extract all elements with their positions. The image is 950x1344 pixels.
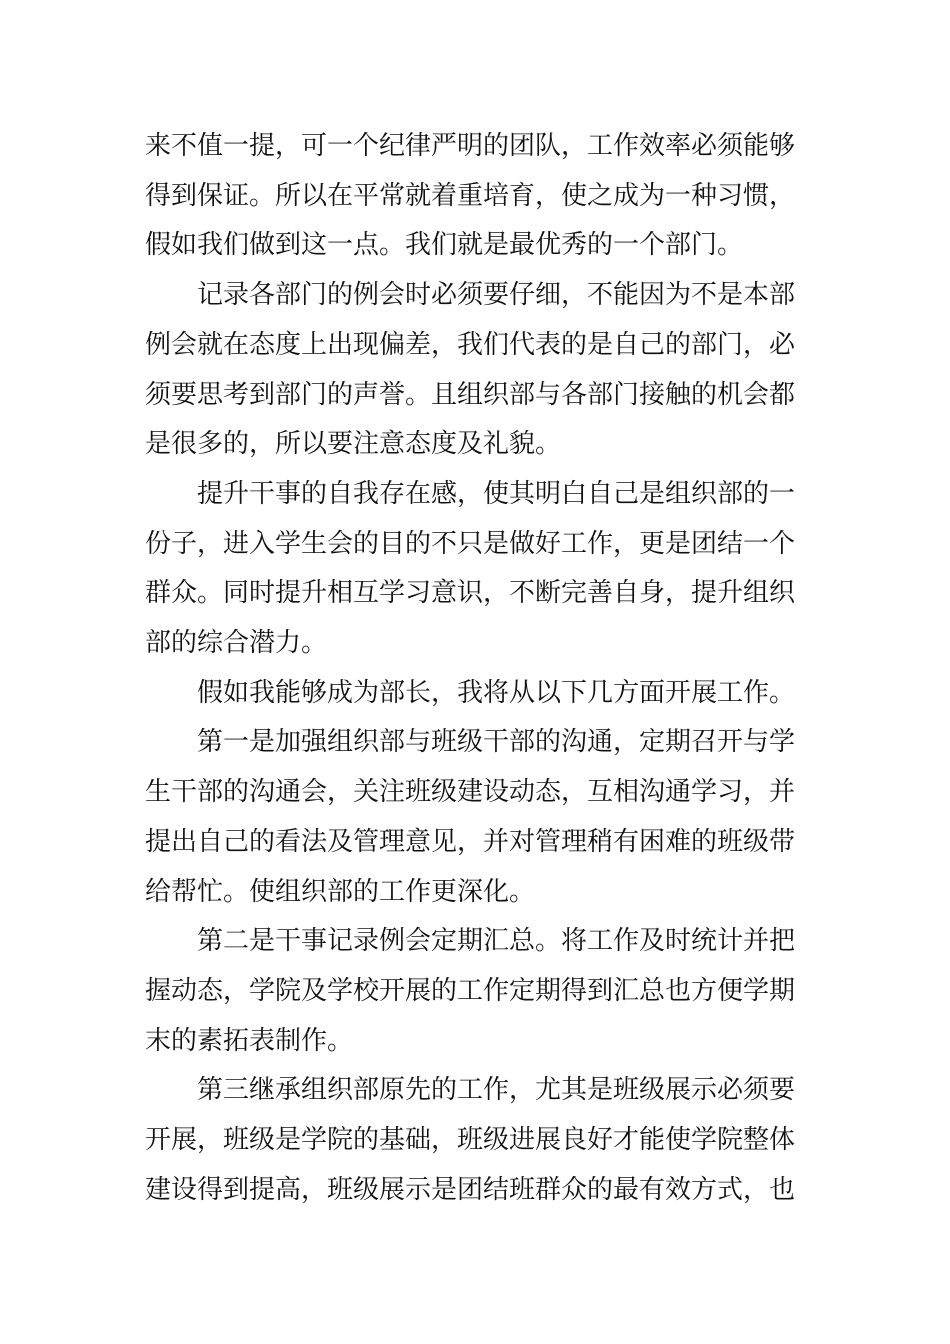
text-line: 假如我能够成为部长，我将从以下几方面开展工作。 xyxy=(197,677,796,708)
text-line: 假如我们做到这一点。我们就是最优秀的一个部门。 xyxy=(145,230,744,261)
text-line: 部的综合潜力。 xyxy=(145,628,328,659)
text-line: 提升干事的自我存在感，使其明白自己是组织部的一 xyxy=(197,478,796,509)
text-line: 第一是加强组织部与班级干部的沟通，定期召开与学 xyxy=(197,727,796,758)
text-line: 须要思考到部门的声誉。且组织部与各部门接触的机会都 xyxy=(145,379,796,410)
paragraph xyxy=(145,718,810,917)
text-line: 末的素拓表制作。 xyxy=(145,1025,354,1056)
paragraph xyxy=(145,669,810,719)
document-body xyxy=(145,122,810,1215)
paragraph xyxy=(145,470,810,669)
text-line: 是很多的，所以要注意态度及礼貌。 xyxy=(145,429,562,460)
paragraph xyxy=(145,1066,810,1215)
text-line: 得到保证。所以在平常就着重培育，使之成为一种习惯， xyxy=(145,180,796,211)
paragraph xyxy=(145,271,810,470)
text-line: 例会就在态度上出现偏差，我们代表的是自己的部门，必 xyxy=(145,329,796,360)
text-line: 第二是干事记录例会定期汇总。将工作及时统计并把 xyxy=(197,926,796,957)
text-line: 群众。同时提升相互学习意识，不断完善自身，提升组织 xyxy=(145,578,796,609)
text-line: 份子，进入学生会的目的不只是做好工作，更是团结一个 xyxy=(145,528,796,559)
text-line: 建设得到提高，班级展示是团结班群众的最有效方式，也 xyxy=(145,1174,796,1205)
text-line: 提出自己的看法及管理意见，并对管理稍有困难的班级带 xyxy=(145,826,796,857)
paragraph xyxy=(145,122,810,271)
text-line: 生干部的沟通会，关注班级建设动态，互相沟通学习，并 xyxy=(145,777,796,808)
paragraph xyxy=(145,917,810,1066)
text-line: 给帮忙。使组织部的工作更深化。 xyxy=(145,876,536,907)
text-line: 记录各部门的例会时必须要仔细，不能因为不是本部 xyxy=(197,280,796,311)
text-line: 握动态，学院及学校开展的工作定期得到汇总也方便学期 xyxy=(145,975,796,1006)
text-line: 开展，班级是学院的基础，班级进展良好才能使学院整体 xyxy=(145,1125,796,1156)
text-line: 第三继承组织部原先的工作，尤其是班级展示必须要 xyxy=(197,1075,796,1106)
text-line: 来不值一提，可一个纪律严明的团队，工作效率必须能够 xyxy=(145,131,796,161)
